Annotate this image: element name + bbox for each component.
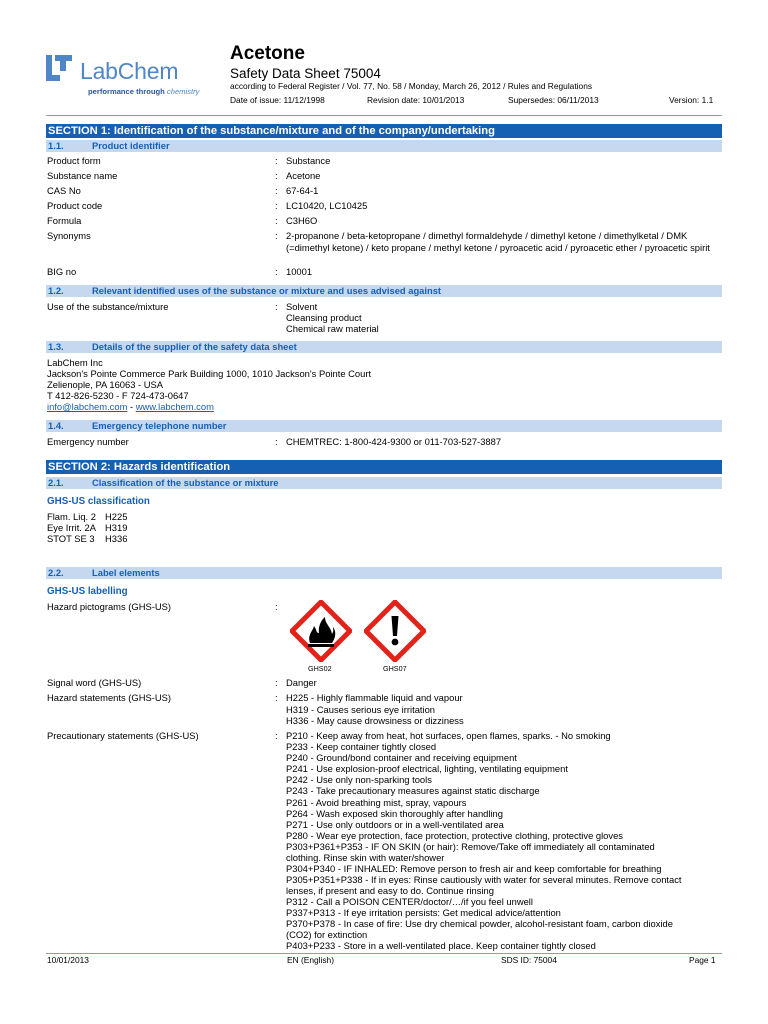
- hazard-statements-label: Hazard statements (GHS-US): [47, 692, 171, 703]
- regulation-reference: according to Federal Register / Vol. 77, No. 58 / Monday, March 26, 2012 / Rules and Regulations: [230, 81, 593, 91]
- document-subtitle: Safety Data Sheet 75004: [230, 66, 381, 81]
- supplier-links: [47, 401, 214, 413]
- field-label: Product form: [47, 155, 101, 166]
- use-item: Solvent: [286, 301, 318, 312]
- section-2-heading: SECTION 2: Hazards identification: [46, 460, 722, 474]
- ghs-classification-heading: GHS-US classification: [47, 496, 150, 507]
- subsection-2-2-heading: [46, 567, 722, 579]
- link-separator: -: [127, 401, 136, 412]
- subsection-title: Details of the supplier of the safety data sheet: [92, 341, 297, 352]
- logo-tagline-text: performance through: [88, 87, 165, 96]
- classification-category: Flam. Liq. 2: [47, 511, 96, 522]
- colon: :: [275, 692, 278, 703]
- use-item: Chemical raw material: [286, 323, 379, 334]
- supplier-line: Zelienople, PA 16063 - USA: [47, 379, 164, 390]
- ghs-labelling-heading: GHS-US labelling: [47, 586, 128, 597]
- colon: :: [275, 601, 278, 612]
- footer-sds-id: SDS ID: 75004: [501, 955, 557, 965]
- subsection-number: 1.3.: [48, 341, 64, 352]
- big-no-label: BIG no: [47, 266, 77, 277]
- precaution-line: P261 - Avoid breathing mist, spray, vapours: [286, 797, 467, 808]
- hazard-statement: H225 - Highly flammable liquid and vapour: [286, 692, 463, 703]
- classification-code: H319: [105, 522, 128, 533]
- precaution-line: P271 - Use only outdoors or in a well-ventilated area: [286, 819, 504, 830]
- colon: :: [275, 170, 278, 181]
- footer-language: EN (English): [287, 955, 335, 965]
- document-title: Acetone: [230, 43, 305, 64]
- signal-word-value: Danger: [286, 677, 317, 688]
- field-value: Substance: [286, 155, 331, 166]
- colon: :: [275, 230, 278, 241]
- footer-page: Page 1: [689, 955, 716, 965]
- section-1-heading: SECTION 1: Identification of the substance/mixture and of the company/undertaking: [46, 124, 722, 138]
- pictogram-code: GHS07: [383, 664, 407, 673]
- emergency-label: Emergency number: [47, 436, 129, 447]
- colon: :: [275, 215, 278, 226]
- synonyms-label: Synonyms: [47, 230, 91, 241]
- subsection-2-1-heading: [46, 477, 722, 489]
- synonyms-value: 2-propanone / beta-ketopropane / dimethyl formaldehyde / dimethyl ketone / dimethylketal / DMK (=dimethyl ketone) / keto propane / methyl ketone / pyroacetic acid / pyroacetic ether / pyroacetic spirit: [286, 230, 710, 253]
- header-divider: [46, 115, 722, 116]
- precaution-line: P303+P361+P353 - IF ON SKIN (or hair): Remove/Take off immediately all contaminated: [286, 841, 655, 852]
- supersedes-date: Supersedes: 06/11/2013: [508, 95, 599, 105]
- subsection-number: 1.2.: [48, 285, 64, 296]
- subsection-title: Classification of the substance or mixture: [92, 477, 279, 488]
- exclamation-icon: [364, 600, 426, 662]
- precaution-line: P312 - Call a POISON CENTER/doctor/…/if you feel unwell: [286, 896, 533, 907]
- date-of-issue: Date of issue: 11/12/1998: [230, 95, 325, 105]
- precaution-line: lenses, if present and easy to do. Continue rinsing: [286, 885, 494, 896]
- subsection-number: 1.4.: [48, 420, 64, 431]
- classification-category: Eye Irrit. 2A: [47, 522, 96, 533]
- email-link[interactable]: info@labchem.com: [47, 401, 128, 412]
- flame-icon: [290, 600, 352, 662]
- subsection-1-2-heading: [46, 285, 722, 297]
- subsection-title: Relevant identified uses of the substance or mixture and uses advised against: [92, 285, 442, 296]
- emergency-value: CHEMTREC: 1-800-424-9300 or 011-703-527-3887: [286, 436, 502, 447]
- classification-category: STOT SE 3: [47, 533, 95, 544]
- precaution-line: P305+P351+P338 - If in eyes: Rinse cautiously with water for several minutes. Remove contact: [286, 874, 682, 885]
- precaution-line: P264 - Wash exposed skin thoroughly after handling: [286, 808, 503, 819]
- field-label: Formula: [47, 215, 82, 226]
- colon: :: [275, 266, 278, 277]
- big-no-value: 10001: [286, 266, 313, 277]
- field-value: C3H6O: [286, 215, 318, 226]
- subsection-number: 2.1.: [48, 477, 64, 488]
- use-label: Use of the substance/mixture: [47, 301, 169, 312]
- subsection-title: Emergency telephone number: [92, 420, 227, 431]
- field-value: 67-64-1: [286, 185, 319, 196]
- subsection-1-1-heading: [46, 140, 722, 152]
- precaution-line: P304+P340 - IF INHALED: Remove person to fresh air and keep comfortable for breathing: [286, 863, 662, 874]
- precaution-line: P280 - Wear eye protection, face protection, protective clothing, protective gloves: [286, 830, 623, 841]
- classification-code: H225: [105, 511, 128, 522]
- website-link[interactable]: www.labchem.com: [135, 401, 214, 412]
- subsection-1-4-heading: [46, 420, 722, 432]
- pictogram-label: Hazard pictograms (GHS-US): [47, 601, 171, 612]
- signal-word-label: Signal word (GHS-US): [47, 677, 142, 688]
- subsection-number: 1.1.: [48, 140, 64, 151]
- revision-date: Revision date: 10/01/2013: [367, 95, 465, 105]
- colon: :: [275, 677, 278, 688]
- use-item: Cleansing product: [286, 312, 362, 323]
- logo-tagline: [88, 87, 199, 96]
- subsection-title: Label elements: [92, 567, 160, 578]
- precaution-line: P370+P378 - In case of fire: Use dry chemical powder, alcohol-resistant foam, carbon dioxide: [286, 918, 673, 929]
- colon: :: [275, 436, 278, 447]
- labchem-logo-icon: [46, 55, 72, 81]
- precaution-line: P243 - Take precautionary measures against static discharge: [286, 785, 540, 796]
- precaution-line: P337+P313 - If eye irritation persists: Get medical advice/attention: [286, 907, 561, 918]
- precaution-line: (CO2) for extinction: [286, 929, 368, 940]
- logo-tagline-accent: chemistry: [166, 87, 200, 96]
- subsection-title: Product identifier: [92, 140, 170, 151]
- supplier-line: T 412-826-5230 - F 724-473-0647: [47, 390, 189, 401]
- precaution-line: clothing. Rinse skin with water/shower: [286, 852, 445, 863]
- precaution-line: P210 - Keep away from heat, hot surfaces, open flames, sparks. - No smoking: [286, 730, 611, 741]
- field-label: CAS No: [47, 185, 81, 196]
- subsection-number: 2.2.: [48, 567, 64, 578]
- precaution-line: P233 - Keep container tightly closed: [286, 741, 437, 752]
- field-value: LC10420, LC10425: [286, 200, 368, 211]
- colon: :: [275, 301, 278, 312]
- precaution-line: P240 - Ground/bond container and receiving equipment: [286, 752, 517, 763]
- footer-date: 10/01/2013: [47, 955, 89, 965]
- colon: :: [275, 200, 278, 211]
- hazard-statement: H319 - Causes serious eye irritation: [286, 704, 436, 715]
- field-label: Substance name: [47, 170, 118, 181]
- colon: :: [275, 185, 278, 196]
- version: Version: 1.1: [669, 95, 714, 105]
- precaution-line: P403+P233 - Store in a well-ventilated place. Keep container tightly closed: [286, 940, 596, 951]
- field-value: Acetone: [286, 170, 321, 181]
- hazard-statement: H336 - May cause drowsiness or dizziness: [286, 715, 464, 726]
- supplier-line: LabChem Inc: [47, 357, 103, 368]
- supplier-line: Jackson's Pointe Commerce Park Building 1000, 1010 Jackson's Pointe Court: [47, 368, 372, 379]
- logo-name: LabChem: [80, 58, 179, 84]
- footer-divider: [46, 953, 722, 954]
- field-label: Product code: [47, 200, 103, 211]
- classification-code: H336: [105, 533, 128, 544]
- precaution-line: P242 - Use only non-sparking tools: [286, 774, 432, 785]
- colon: :: [275, 730, 278, 741]
- precautionary-statements-label: Precautionary statements (GHS-US): [47, 730, 199, 741]
- pictogram-code: GHS02: [308, 664, 332, 673]
- precaution-line: P241 - Use explosion-proof electrical, lighting, ventilating equipment: [286, 763, 568, 774]
- colon: :: [275, 155, 278, 166]
- subsection-1-3-heading: [46, 341, 722, 353]
